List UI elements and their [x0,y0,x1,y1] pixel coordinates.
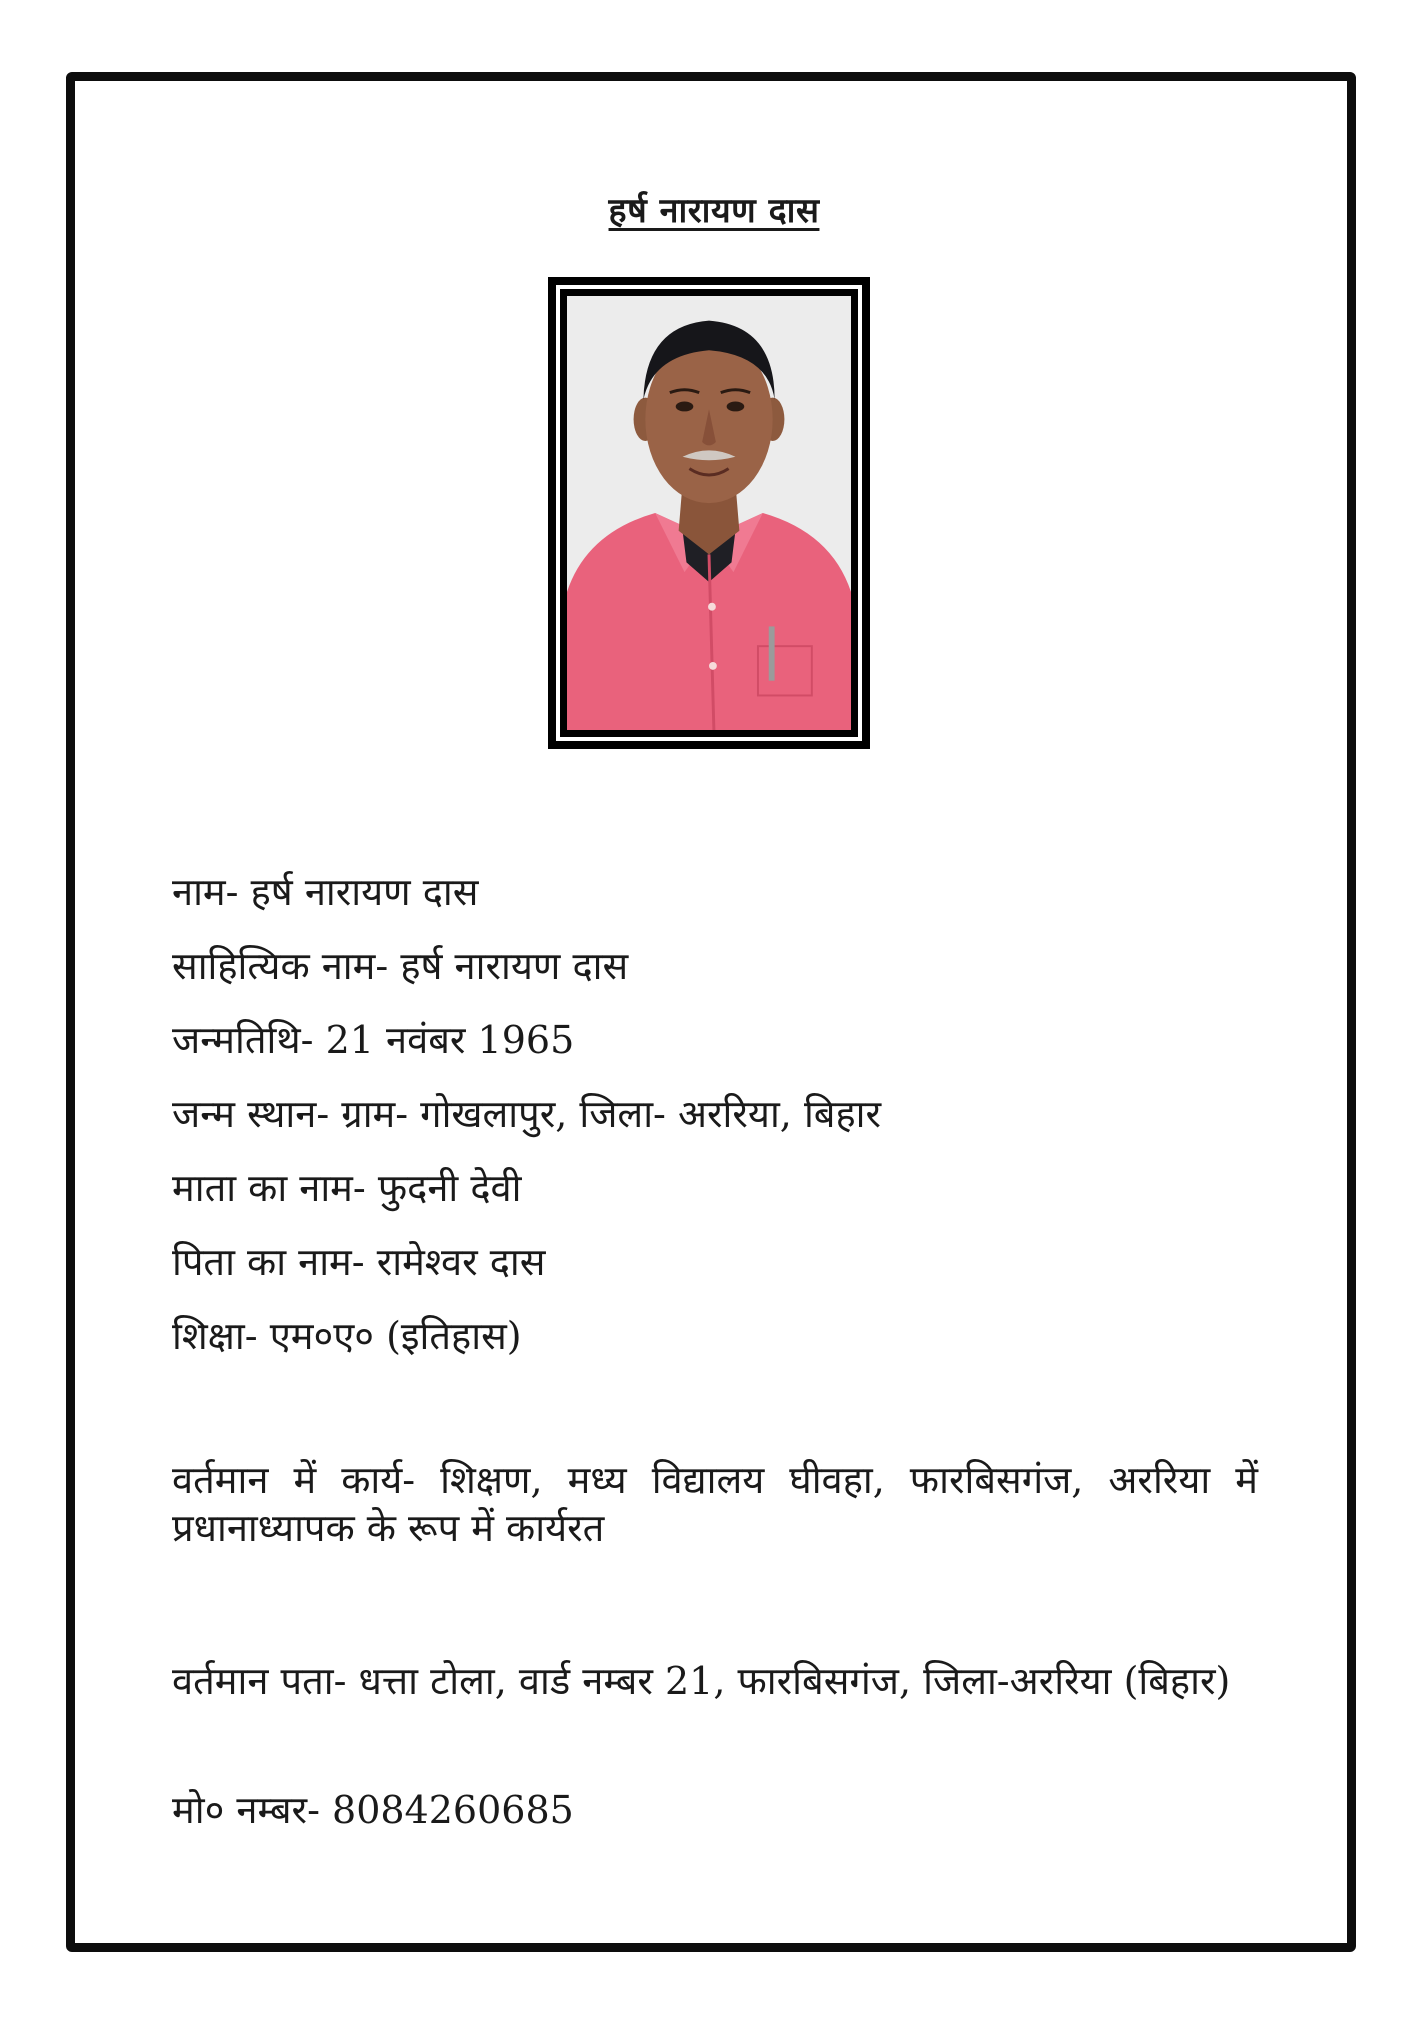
detail-row-literary-name [172,942,1258,1016]
current-address-value: धत्ता टोला, वार्ड नम्बर 21, फारबिसगंज, जिला-अररिया (बिहार) [358,1659,1231,1703]
current-work-text [172,1456,1258,1552]
detail-value: 21 नवंबर 1965 [325,1018,575,1062]
photo-frame [548,277,870,749]
detail-label: नाम- [172,870,239,914]
details-list [172,868,1258,1386]
portrait-photo [567,296,851,730]
detail-row-mother-name [172,1164,1258,1238]
detail-row-name [172,868,1258,942]
detail-value: फुदनी देवी [377,1166,522,1210]
mobile-value: 8084260685 [332,1788,574,1832]
current-work-label: वर्तमान में कार्य- [172,1458,416,1502]
detail-label: साहित्यिक नाम- [172,944,389,988]
mobile-label: मो० नम्बर- [172,1788,320,1832]
detail-label: शिक्षा- [172,1314,258,1358]
detail-row-birthdate [172,1016,1258,1090]
detail-row-birthplace [172,1090,1258,1164]
detail-label: जन्म स्थान- [172,1092,330,1136]
detail-value: रामेश्वर दास [376,1240,546,1284]
detail-label: जन्मतिथि- [172,1018,314,1062]
portrait-photo-icon [567,296,851,730]
current-address-paragraph [172,1657,1258,1705]
current-work-paragraph [172,1456,1258,1552]
detail-row-education [172,1312,1258,1386]
detail-row-father-name [172,1238,1258,1312]
detail-value: हर्ष नारायण दास [400,944,629,988]
current-work-value: शिक्षण, मध्य विद्यालय घीवहा, फारबिसगंज, अररिया में प्रधानाध्यापक के रूप में कार्यरत [172,1458,1258,1550]
detail-value: ग्राम- गोखलापुर, जिला- अररिया, बिहार [341,1092,882,1136]
current-address-text [172,1657,1258,1705]
current-address-label: वर्तमान पता- [172,1659,347,1703]
mobile-text [172,1786,1258,1834]
page-title: हर्ष नारायण दास [608,191,820,231]
detail-value: हर्ष नारायण दास [250,870,479,914]
detail-value: एम०ए० (इतिहास) [269,1314,522,1358]
detail-label: माता का नाम- [172,1166,366,1210]
mobile-row [172,1786,1258,1834]
detail-label: पिता का नाम- [172,1240,365,1284]
